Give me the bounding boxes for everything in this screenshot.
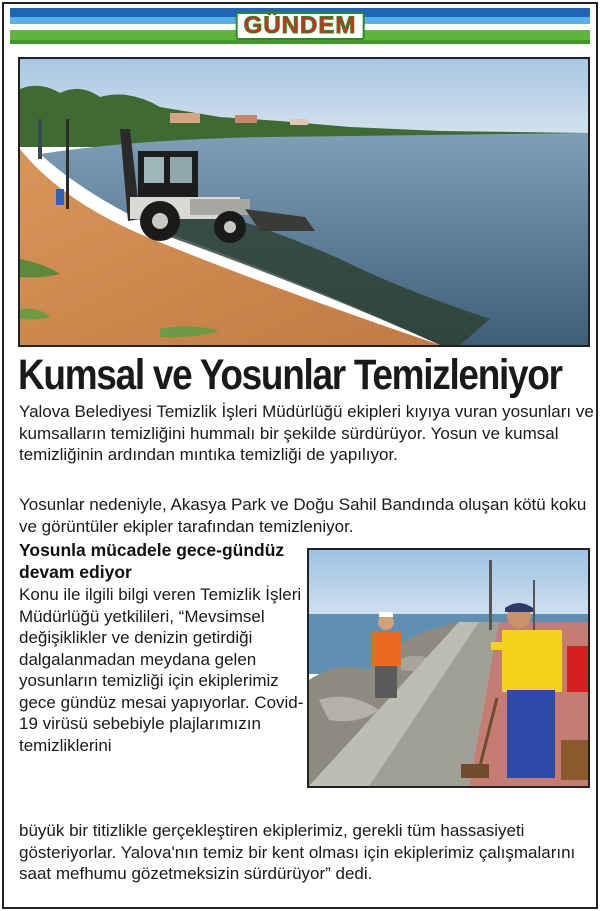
section-header-band — [10, 8, 590, 46]
side-photo — [307, 548, 590, 788]
article-paragraph-4: büyük bir titizlikle gerçekleştiren ekiplerimiz, gerekli tüm hassasiyeti gösteriyorlar. Yalova'nın temiz bir kent olması için ekiplerimiz çalışmalarını saat mefhumu gözetmeksizin sürdürüyor” dedi. — [19, 821, 576, 883]
article-headline: Kumsal ve Yosunlar Temizleniyor — [18, 351, 562, 399]
article-paragraph-2: Yosunlar nedeniyle, Akasya Park ve Doğu Sahil Bandında oluşan kötü koku ve görüntüler ekipler tarafından temizleniyor. — [19, 495, 587, 536]
article-subheading: Yosunla mücadele gece-gündüz devam ediyor — [19, 540, 285, 582]
section-logo: GÜNDEM — [236, 12, 365, 40]
main-photo — [18, 57, 590, 347]
article-paragraph-1: Yalova Belediyesi Temizlik İşleri Müdürlüğü ekipleri kıyıya vuran yosunları ve kumsalların temizliğini hummalı bir şekilde sürdürüyor. Yosun ve kumsal temizliğinin ardından mıntıka temizliği de yapılıyor. — [19, 402, 594, 464]
newspaper-page — [2, 2, 598, 909]
article-paragraph-3: Konu ile ilgili bilgi veren Temizlik İşleri Müdürlüğü yetkilileri, “Mevsimsel değişiklikler ve denizin getirdiği dalgalanmadan meydana gelen yosunların temizliği için ekiplerimiz gece gündüz mesai yapıyorlar. Covid-19 virüsü sebebiyle plajlarımızın temizliklerini — [19, 585, 304, 755]
